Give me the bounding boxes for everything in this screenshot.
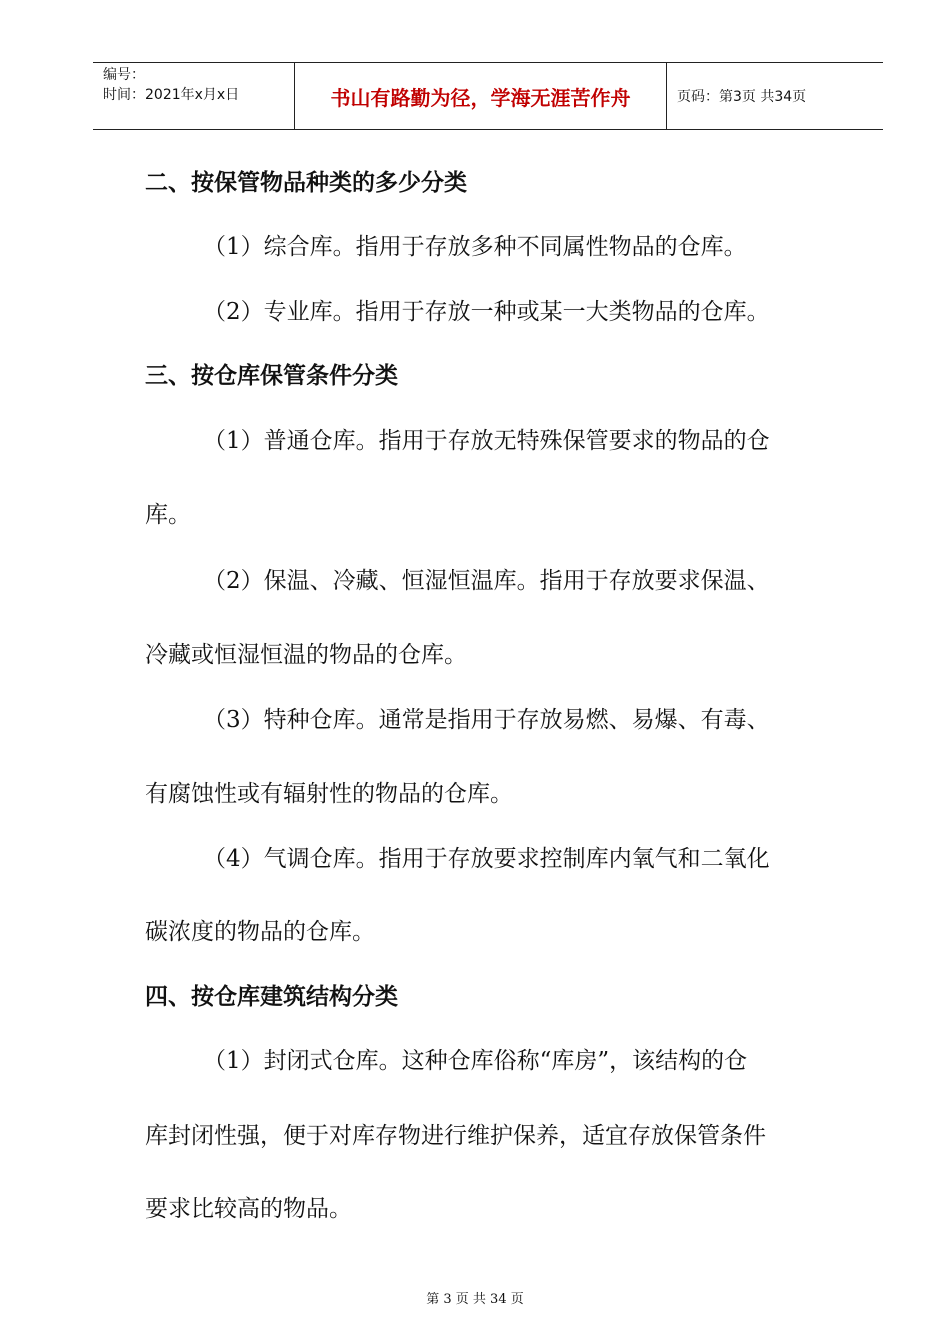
- paragraph-line: （2）保温、冷藏、恒湿恒温库。指用于存放要求保温、: [203, 568, 770, 594]
- paragraph-line: （2）专业库。指用于存放一种或某一大类物品的仓库。: [203, 299, 770, 325]
- page-footer: 第 3 页 共 34 页: [426, 1292, 524, 1307]
- paragraph-line: （1）综合库。指用于存放多种不同属性物品的仓库。: [203, 234, 747, 260]
- section-heading-4: 四、按仓库建筑结构分类: [145, 984, 398, 1010]
- section-heading-3: 三、按仓库保管条件分类: [145, 363, 398, 389]
- paragraph-line: 有腐蚀性或有辐射性的物品的仓库。: [145, 781, 513, 807]
- paragraph-line: 库封闭性强，便于对库存物进行维护保养，适宜存放保管条件: [145, 1123, 766, 1149]
- paragraph-line: （4）气调仓库。指用于存放要求控制库内氧气和二氧化: [203, 846, 770, 872]
- time-label: 时间：2021年x月x日: [103, 87, 240, 103]
- paragraph-line: （1）普通仓库。指用于存放无特殊保管要求的物品的仓: [203, 428, 770, 454]
- paragraph-line: 冷藏或恒湿恒温的物品的仓库。: [145, 642, 467, 668]
- section-heading-2: 二、按保管物品种类的多少分类: [145, 170, 467, 196]
- paragraph-line: （1）封闭式仓库。这种仓库俗称“库房”，该结构的仓: [203, 1048, 748, 1074]
- paragraph-line: 库。: [145, 502, 191, 528]
- paragraph-line: 碳浓度的物品的仓库。: [145, 919, 375, 945]
- serial-label: 编号：: [103, 67, 145, 83]
- document-body: [145, 0, 845, 1270]
- paragraph-line: 要求比较高的物品。: [145, 1196, 352, 1222]
- motto-text: 书山有路勤为径，学海无涯苦作舟: [330, 85, 631, 110]
- page-info-text: 页码：第3页 共34页: [677, 89, 807, 105]
- paragraph-line: （3）特种仓库。通常是指用于存放易燃、易爆、有毒、: [203, 707, 770, 733]
